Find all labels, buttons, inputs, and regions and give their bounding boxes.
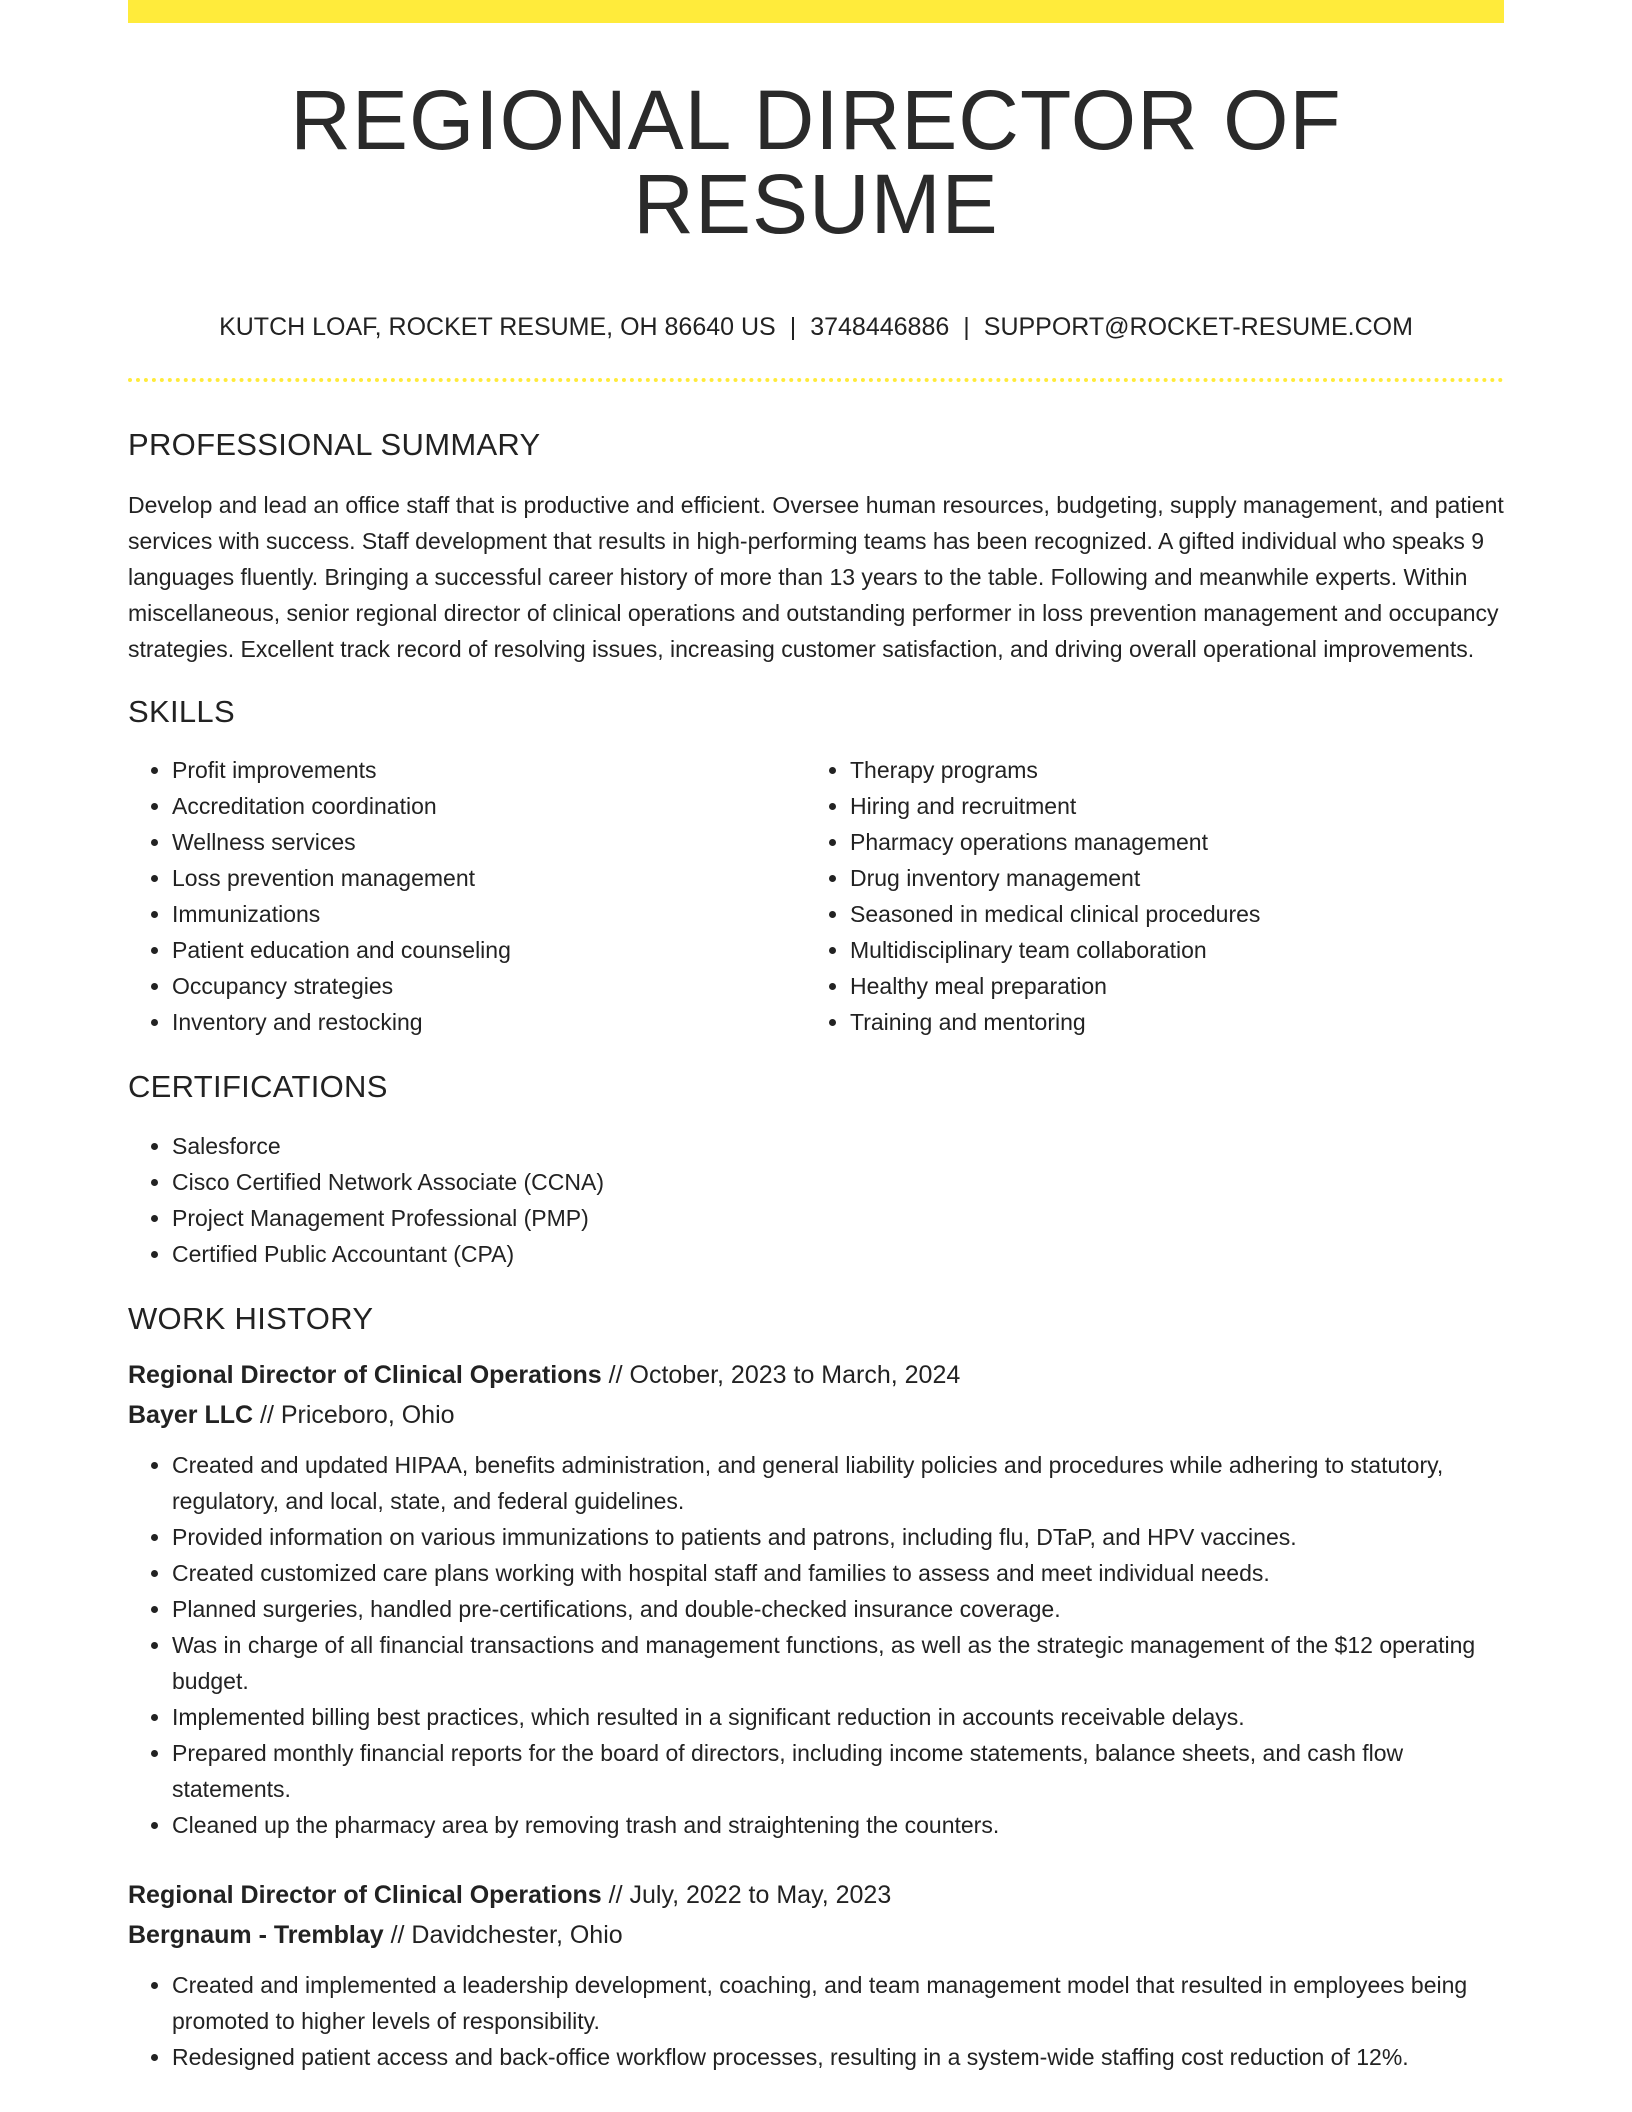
skill-item: • Wellness services <box>172 824 806 860</box>
job-bullet: • Created customized care plans working with hospital staff and families to assess and meet individual needs. <box>172 1555 1504 1591</box>
skill-item: • Profit improvements <box>172 752 806 788</box>
skill-item: • Pharmacy operations management <box>850 824 1484 860</box>
job-bullet: • Provided information on various immunizations to patients and patrons, including flu, DTaP, and HPV vaccines. <box>172 1519 1504 1555</box>
job-company: Bergnaum - Tremblay <box>128 1920 384 1949</box>
skill-item: • Immunizations <box>172 896 806 932</box>
job-bullet: • Cleaned up the pharmacy area by removing trash and straightening the counters. <box>172 1807 1504 1843</box>
job-title-line <box>128 1355 1504 1395</box>
skill-item: • Accreditation coordination <box>172 788 806 824</box>
resume-page <box>128 0 1504 2075</box>
skills-left-list <box>128 752 806 1040</box>
skills-right-list <box>806 752 1484 1040</box>
job-bullets <box>128 1447 1504 1843</box>
contact-separator: | <box>963 313 970 341</box>
job-company-line <box>128 1395 1504 1435</box>
job-company: Bayer LLC <box>128 1400 254 1429</box>
certification-item: • Project Management Professional (PMP) <box>172 1200 1504 1236</box>
skill-item: • Drug inventory management <box>850 860 1484 896</box>
work-history-heading: WORK HISTORY <box>128 1300 374 1336</box>
certification-item: • Cisco Certified Network Associate (CCNA) <box>172 1164 1504 1200</box>
skill-item: • Seasoned in medical clinical procedures <box>850 896 1484 932</box>
job-entry <box>128 1875 1504 2075</box>
job-dates: // October, 2023 to March, 2024 <box>608 1360 961 1389</box>
job-bullet: • Created and updated HIPAA, benefits administration, and general liability policies and procedures while adhering to statutory, regulatory, and local, state, and federal guidelines. <box>172 1447 1504 1519</box>
skills-right-column <box>806 752 1484 1040</box>
job-location: // Davidchester, Ohio <box>390 1920 623 1949</box>
dotted-divider <box>128 378 1504 382</box>
job-dates: // July, 2022 to May, 2023 <box>608 1880 892 1909</box>
skill-item: • Hiring and recruitment <box>850 788 1484 824</box>
contact-line <box>128 312 1504 342</box>
job-title: Regional Director of Clinical Operations <box>128 1360 602 1389</box>
job-bullet: • Was in charge of all financial transactions and management functions, as well as the strategic management of the $12 operating budget. <box>172 1627 1504 1699</box>
skills-heading: SKILLS <box>128 694 235 730</box>
skills-columns <box>128 752 1504 1040</box>
skill-item: • Patient education and counseling <box>172 932 806 968</box>
skill-item: • Healthy meal preparation <box>850 968 1484 1004</box>
job-title: Regional Director of Clinical Operations <box>128 1880 602 1909</box>
job-bullet: • Created and implemented a leadership development, coaching, and team management model that resulted in employees being promoted to higher levels of responsibility. <box>172 1967 1504 2039</box>
job-bullet: • Redesigned patient access and back-office workflow processes, resulting in a system-wide staffing cost reduction of 12%. <box>172 2039 1504 2075</box>
accent-top-bar <box>128 0 1504 23</box>
skill-item: • Inventory and restocking <box>172 1004 806 1040</box>
job-bullet: • Planned surgeries, handled pre-certifications, and double-checked insurance coverage. <box>172 1591 1504 1627</box>
contact-separator: | <box>789 313 797 341</box>
contact-address: KUTCH LOAF, ROCKET RESUME, OH 86640 US <box>219 313 776 341</box>
summary-text: Develop and lead an office staff that is productive and efficient. Oversee human resources, budgeting, supply management, and patient services with success. Staff development that results in high-performing teams has been recognized. A gifted individual who speaks 9 languages fluently. Bringing a successful career history of more than 13 years to the table. Following and meanwhile experts. Within miscellaneous, senior regional director of clinical operations and outstanding performer in loss prevention management and occupancy strategies. Excellent track record of resolving issues, increasing customer satisfaction, and driving overall operational improvements. <box>128 492 1504 663</box>
job-bullet: • Implemented billing best practices, which resulted in a significant reduction in accounts receivable delays. <box>172 1699 1504 1735</box>
skill-item: • Therapy programs <box>850 752 1484 788</box>
certification-item: • Salesforce <box>172 1128 1504 1164</box>
skill-item: • Multidisciplinary team collaboration <box>850 932 1484 968</box>
certifications-heading: CERTIFICATIONS <box>128 1069 388 1105</box>
job-title-line <box>128 1875 1504 1915</box>
summary-heading: PROFESSIONAL SUMMARY <box>128 427 541 462</box>
skills-left-column <box>128 752 806 1040</box>
skill-item: • Loss prevention management <box>172 860 806 896</box>
job-bullets <box>128 1967 1504 2075</box>
certification-item: • Certified Public Accountant (CPA) <box>172 1236 1504 1272</box>
job-entry <box>128 1355 1504 1843</box>
job-bullet: • Prepared monthly financial reports for the board of directors, including income statements, balance sheets, and cash flow statements. <box>172 1735 1504 1807</box>
contact-email[interactable]: SUPPORT@ROCKET-RESUME.COM <box>983 313 1413 341</box>
contact-phone[interactable]: 3748446886 <box>810 313 950 341</box>
job-company-line <box>128 1915 1504 1955</box>
job-location: // Priceboro, Ohio <box>260 1400 455 1429</box>
resume-name: REGIONAL DIRECTOR OF RESUME <box>290 73 1342 251</box>
skill-item: • Training and mentoring <box>850 1004 1484 1040</box>
skill-item: • Occupancy strategies <box>172 968 806 1004</box>
certifications-list <box>128 1128 1504 1272</box>
